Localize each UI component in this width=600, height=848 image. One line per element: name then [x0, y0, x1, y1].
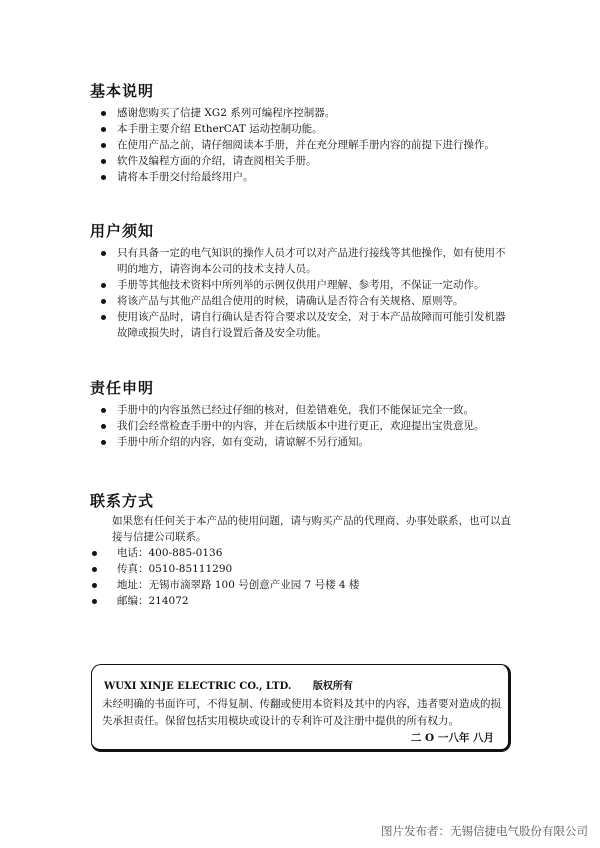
list-item: 我们会经常检查手册中的内容，并在后续版本中进行更正，欢迎提出宝贵意见。 — [0, 418, 600, 434]
section-heading-liability: 责任申明 — [90, 379, 155, 397]
copyright-text: 未经明确的书面许可，不得复制、传翻或使用本资料及其中的内容，违者要对造成的损失承担责任。保留包括实用模块或设计的专利许可及注册中提供的所有权力。 — [102, 698, 501, 727]
list-item: 在使用产品之前，请仔细阅读本手册，并在充分理解手册内容的前提下进行操作。 — [0, 137, 600, 153]
list-item: 只有具备一定的电气知识的操作人员才可以对产品进行接线等其他操作，如有使用不明的地方，请咨询本公司的技术支持人员。 — [0, 245, 600, 277]
list-item: 软件及编程方面的介绍，请查阅相关手册。 — [0, 153, 600, 169]
bullet-icon — [101, 315, 106, 320]
section-heading-user-notice: 用户须知 — [90, 222, 155, 240]
contact-postcode: 邮编：214072 — [0, 593, 600, 609]
bullet-icon — [101, 299, 106, 304]
bullet-icon — [92, 583, 97, 588]
company-name: WUXI XINJE ELECTRIC CO., LTD. — [104, 681, 292, 692]
bullet-icon — [101, 111, 106, 116]
section-heading-basic-info: 基本说明 — [90, 82, 155, 100]
list-item: 手册中的内容虽然已经过仔细的核对，但差错难免，我们不能保证完全一致。 — [0, 402, 600, 418]
contact-list — [0, 545, 600, 609]
list-item: 感谢您购买了信捷 XG2 系列可编程序控制器。 — [0, 105, 600, 121]
contact-address: 地址：无锡市滴翠路 100 号创意产业园 7 号楼 4 楼 — [0, 577, 600, 593]
bullet-icon — [101, 408, 106, 413]
user-notice-list — [0, 245, 600, 341]
contact-fax: 传真：0510-85111290 — [0, 561, 600, 577]
bullet-icon — [101, 283, 106, 288]
copyright-title — [104, 677, 353, 692]
contact-phone: 电话：400-885-0136 — [0, 545, 600, 561]
bullet-icon — [101, 251, 106, 256]
contact-intro: 如果您有任何关于本产品的使用问题，请与购买产品的代理商、办事处联系，也可以直接与信捷公司联系。 — [112, 515, 511, 543]
bullet-icon — [92, 567, 97, 572]
basic-info-list — [0, 105, 600, 185]
list-item: 手册等其他技术资料中所列举的示例仅供用户理解、参考用，不保证一定动作。 — [0, 277, 600, 293]
section-heading-contact: 联系方式 — [90, 492, 155, 510]
list-item: 本手册主要介绍 EtherCAT 运动控制功能。 — [0, 121, 600, 137]
bullet-icon — [101, 440, 106, 445]
bullet-icon — [92, 551, 97, 556]
copyright-box — [91, 664, 511, 752]
bullet-icon — [101, 143, 106, 148]
publication-date: 二 O 一八年 八月 — [410, 732, 494, 744]
list-item: 手册中所介绍的内容，如有变动，请谅解不另行通知。 — [0, 434, 600, 450]
list-item: 将该产品与其他产品组合使用的时候，请确认是否符合有关规格、原则等。 — [0, 293, 600, 309]
bullet-icon — [101, 424, 106, 429]
list-item: 使用该产品时，请自行确认是否符合要求以及安全，对于本产品故障而可能引发机器故障或损失时，请自行设置后备及安全功能。 — [0, 309, 600, 341]
bullet-icon — [101, 159, 106, 164]
image-publisher-credit: 图片发布者：无锡信捷电气股份有限公司 — [381, 824, 588, 838]
list-item: 请将本手册交付给最终用户。 — [0, 169, 600, 185]
liability-list — [0, 402, 600, 450]
bullet-icon — [92, 599, 97, 604]
bullet-icon — [101, 127, 106, 132]
rights-reserved: 版权所有 — [312, 681, 353, 692]
bullet-icon — [101, 175, 106, 180]
